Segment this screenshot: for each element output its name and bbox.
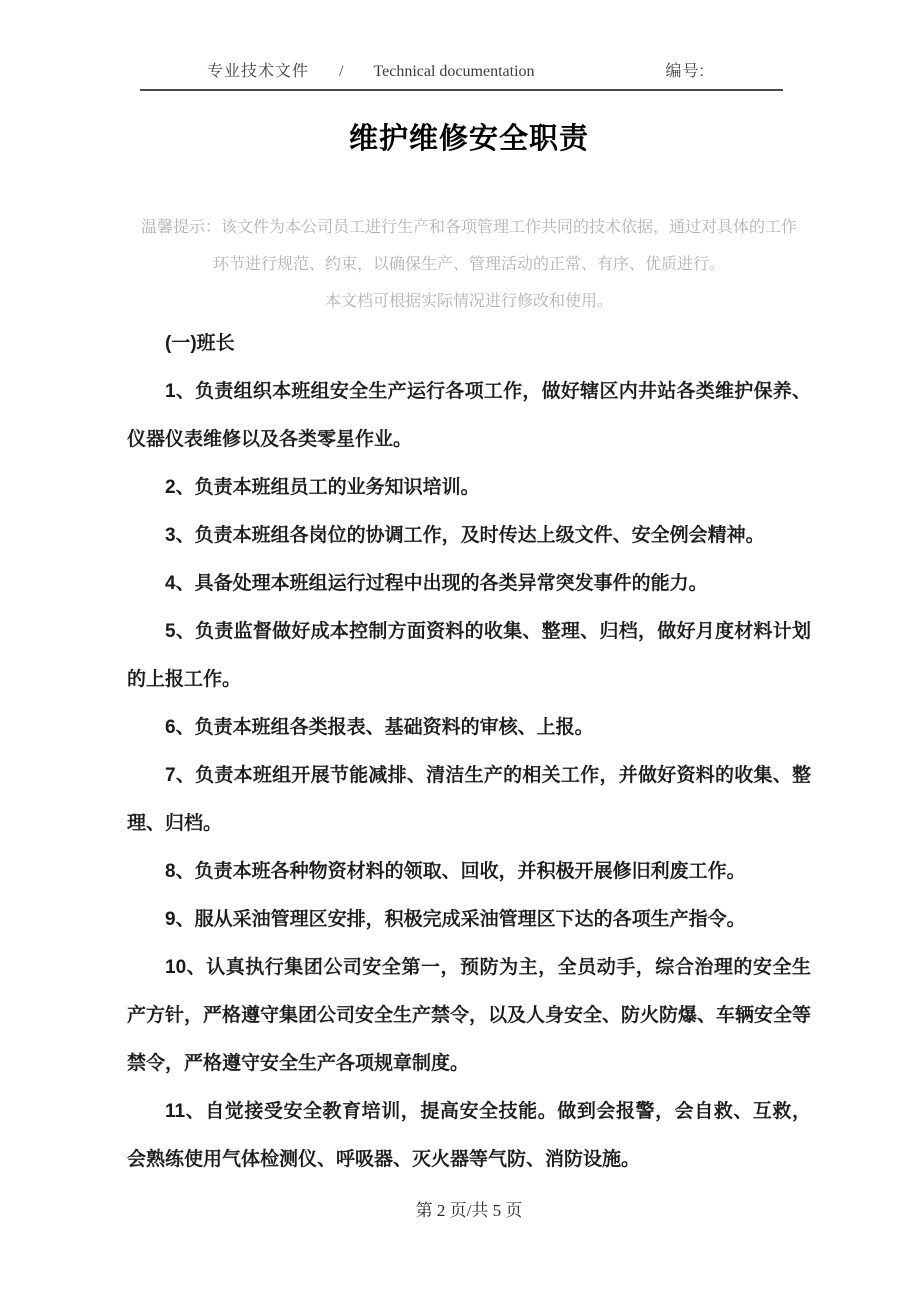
duty-item: 6、负责本班组各类报表、基础资料的审核、上报。	[165, 717, 594, 738]
notice-block	[127, 209, 811, 320]
document-body	[127, 320, 811, 1184]
notice-line: 环节进行规范、约束，以确保生产、管理活动的正常、有序、优质进行。	[212, 256, 725, 273]
page-number-indicator: 第 2 页/共 5 页	[415, 1201, 523, 1220]
notice-line: 本文档可根据实际情况进行修改和使用。	[324, 293, 613, 310]
duty-item: 7、负责本班组开展节能减排、清洁生产的相关工作，并做好资料的收集、整理、归档。	[127, 765, 811, 834]
notice-line: 温馨提示：该文件为本公司员工进行生产和各项管理工作共同的技术依据，通过对具体的工作	[140, 219, 797, 236]
duty-item: 3、负责本班组各岗位的协调工作，及时传达上级文件、安全例会精神。	[165, 525, 765, 546]
document-title: 维护维修安全职责	[348, 123, 589, 155]
page-header	[140, 62, 783, 91]
duty-item: 4、具备处理本班组运行过程中出现的各类异常突发事件的能力。	[165, 573, 708, 594]
page-footer	[127, 1196, 811, 1221]
duty-item: 11、自觉接受安全教育培训，提高安全技能。做到会报警，会自救、互救，会熟练使用气体检测仪、呼吸器、灭火器等气防、消防设施。	[127, 1101, 811, 1170]
duty-item: 1、负责组织本班组安全生产运行各项工作，做好辖区内井站各类维护保养、仪器仪表维修以及各类零星作业。	[127, 381, 811, 450]
header-doc-type-en: Technical documentation	[373, 63, 535, 80]
page-header-row	[140, 62, 783, 82]
duty-item: 8、负责本班各种物资材料的领取、回收，并积极开展修旧利废工作。	[165, 861, 746, 882]
duty-item: 5、负责监督做好成本控制方面资料的收集、整理、归档，做好月度材料计划的上报工作。	[127, 621, 811, 690]
duty-item: 2、负责本班组员工的业务知识培训。	[165, 477, 480, 498]
duty-item: 9、服从采油管理区安排，积极完成采油管理区下达的各项生产指令。	[165, 909, 746, 930]
header-doc-type-cn: 专业技术文件	[207, 63, 310, 80]
header-separator: /	[339, 63, 344, 80]
header-doc-number-label: 编号:	[665, 63, 705, 80]
section-heading: (一)班长	[165, 333, 235, 354]
duty-item: 10、认真执行集团公司安全第一，预防为主，全员动手，综合治理的安全生产方针，严格遵守集团公司安全生产禁令，以及人身安全、防火防爆、车辆安全等禁令，严格遵守安全生产各项规章制度。	[127, 957, 812, 1074]
